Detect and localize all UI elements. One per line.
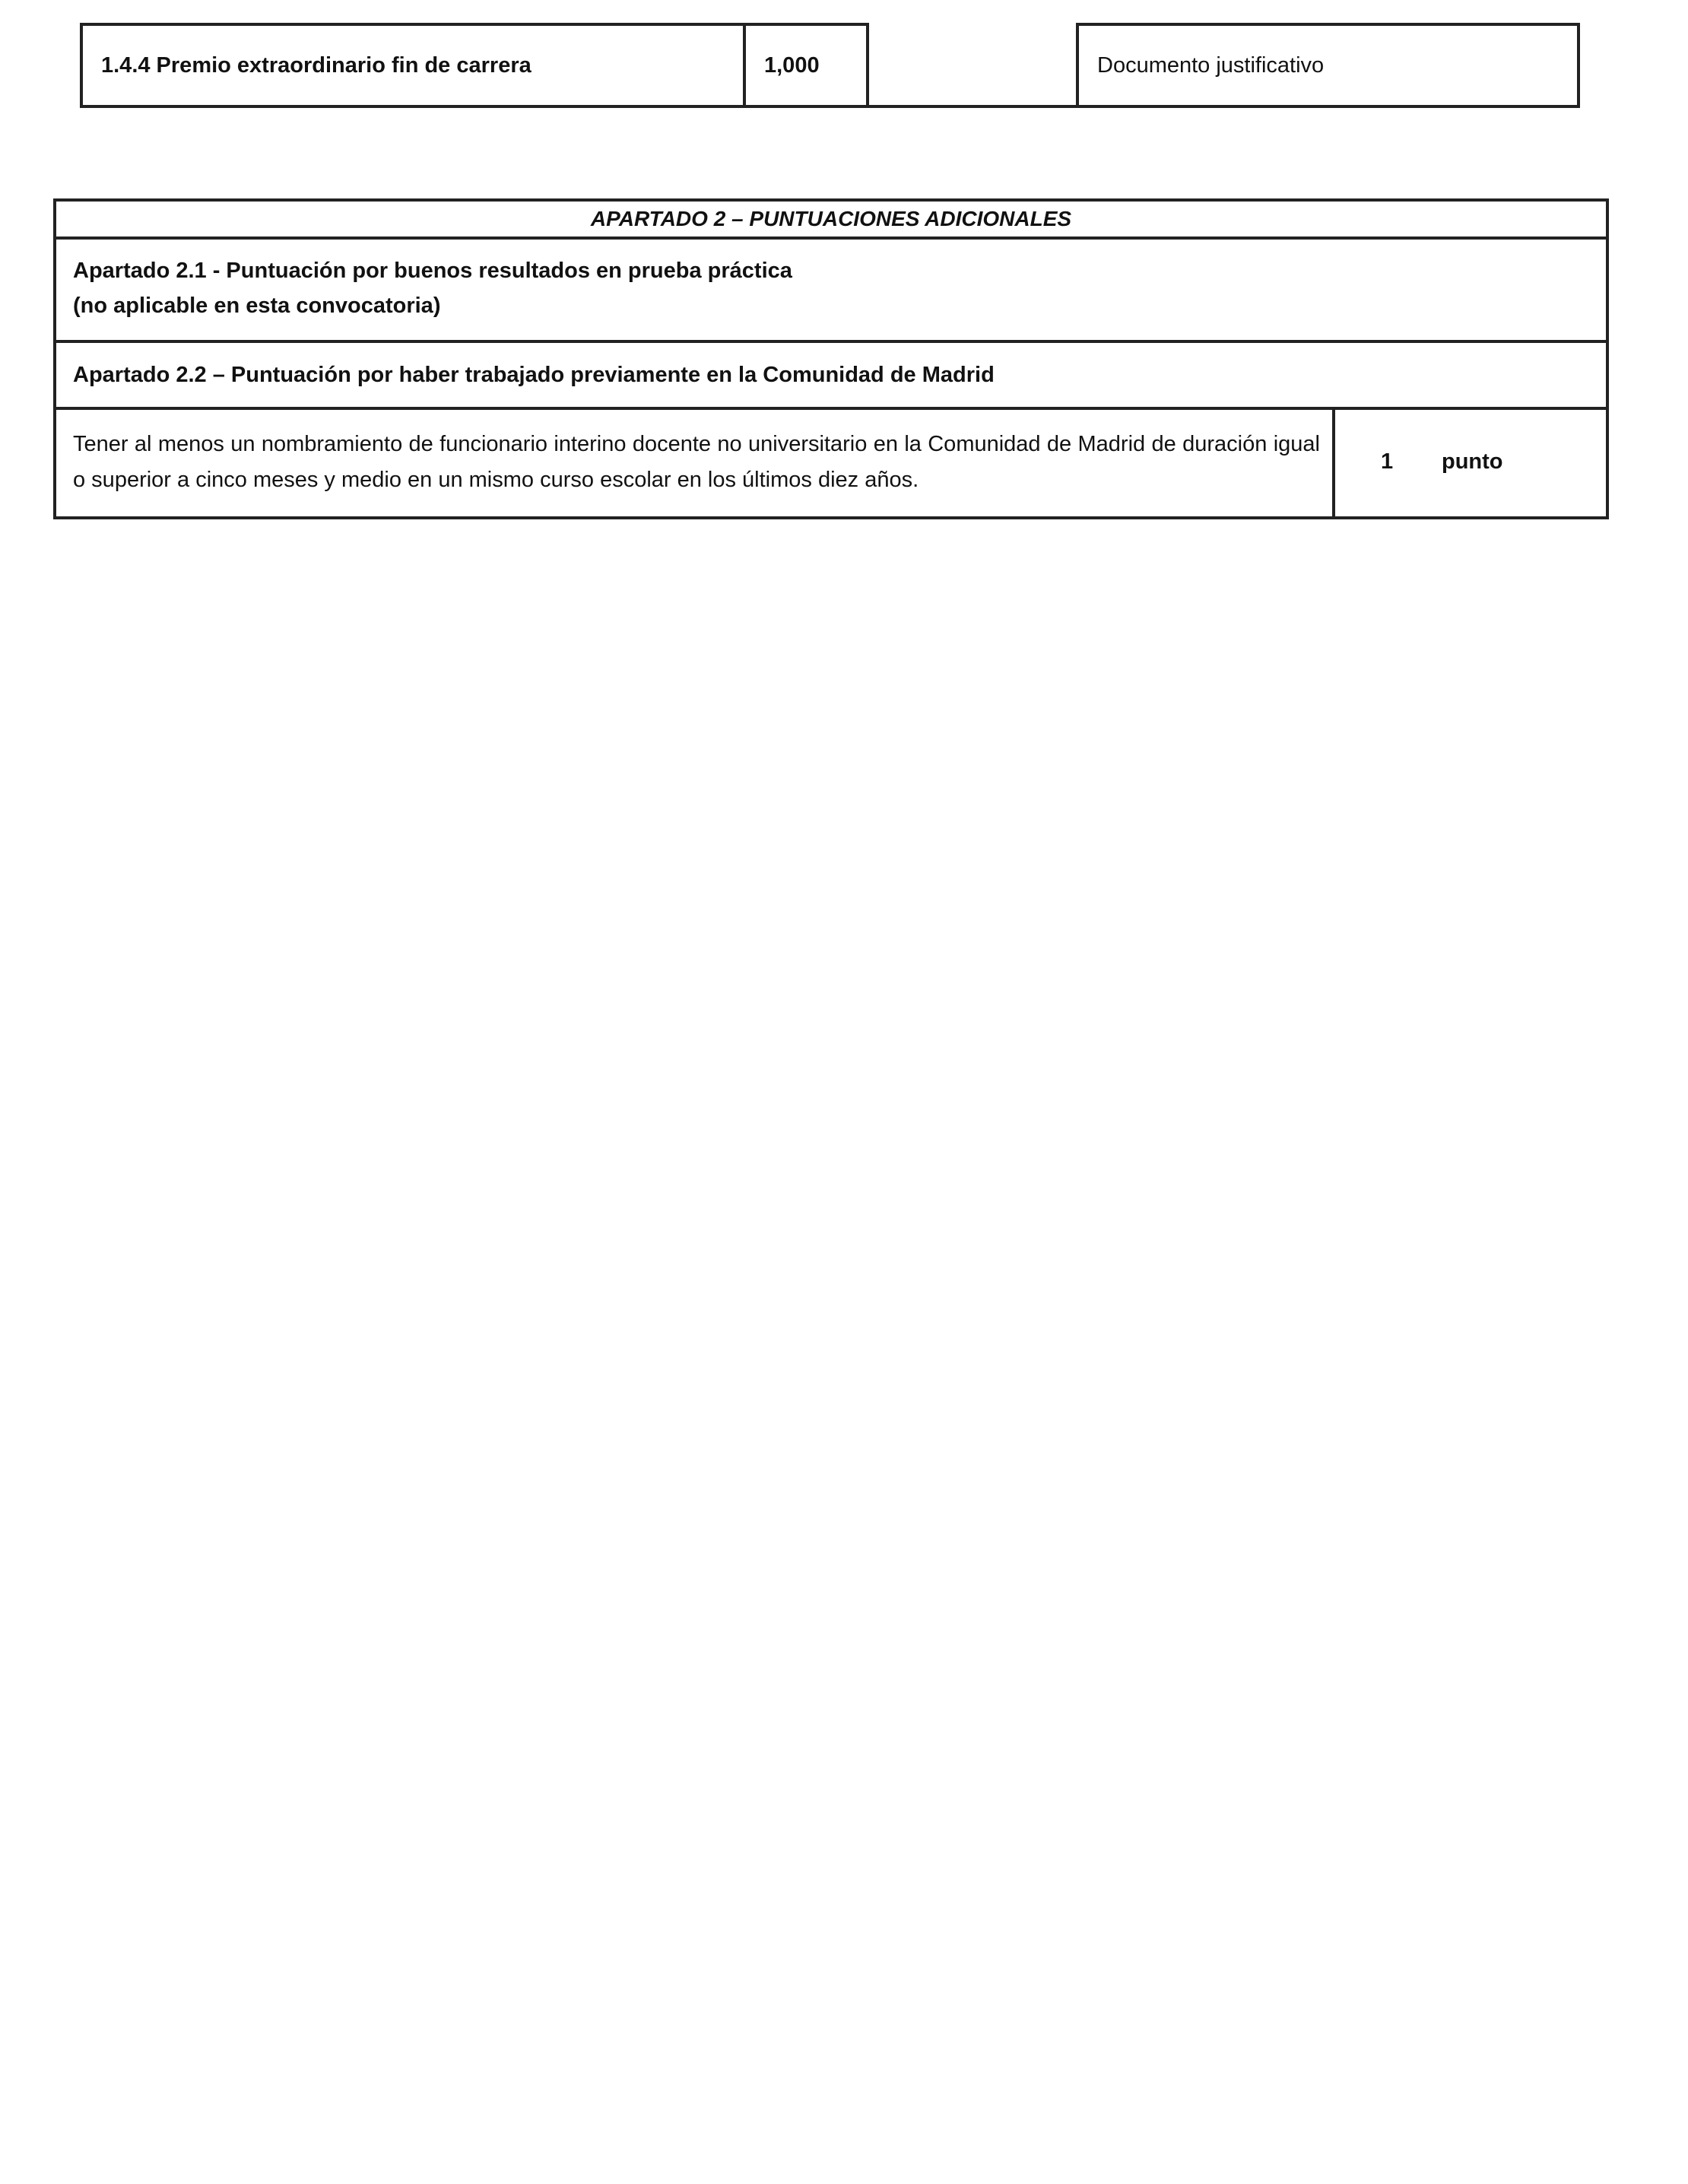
points-unit: punto (1442, 449, 1503, 474)
item-2-1-row (56, 240, 1606, 343)
item-2-2-heading: Apartado 2.2 – Puntuación por haber trabajado previamente en la Comunidad de Madrid (73, 362, 995, 387)
merit-empty-cell (866, 23, 1076, 108)
item-2-1-heading: Apartado 2.1 - Puntuación por buenos resultados en prueba práctica (73, 259, 792, 283)
merit-value-text: 1,000 (764, 52, 820, 78)
merit-value-cell (743, 23, 869, 108)
merit-concept-cell (80, 23, 746, 108)
merit-document-cell (1076, 23, 1580, 108)
merit-document-text: Documento justificativo (1097, 52, 1325, 78)
requirement-text: Tener al menos un nombramiento de funcionario interino docente no universitario en la Comunidad de Madrid de duración igual o superior a cinco meses y medio en un mismo curso escolar en los últimos diez años. (73, 432, 1320, 492)
requirement-row (56, 410, 1606, 516)
section-2-title-row (56, 202, 1606, 240)
section-2-title: APARTADO 2 – PUNTUACIONES ADICIONALES (590, 207, 1072, 230)
merit-concept-text: 1.4.4 Premio extraordinario fin de carrera (101, 52, 531, 78)
item-2-1-note: (no aplicable en esta convocatoria) (73, 294, 441, 318)
merit-row-table (80, 23, 1580, 108)
column-divider (1332, 410, 1335, 516)
points-value: 1 (1381, 449, 1394, 474)
section-2-table (53, 198, 1609, 519)
item-2-2-row (56, 343, 1606, 410)
